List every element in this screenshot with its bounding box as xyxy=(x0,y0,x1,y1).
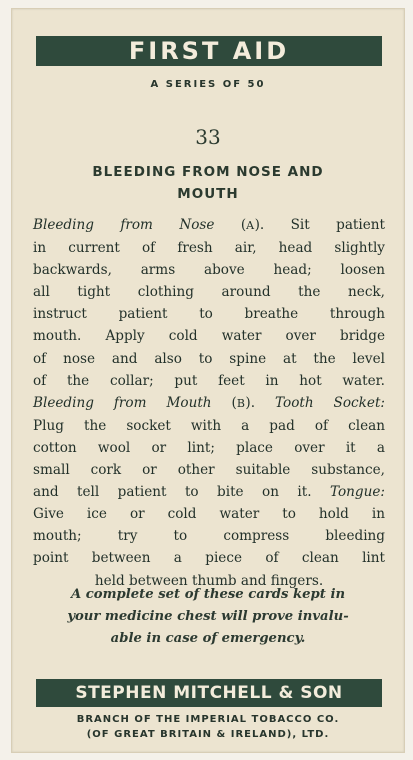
body-line-3: backwards, arms above head; loosen xyxy=(33,262,385,279)
heading-line-2: MOUTH xyxy=(177,186,239,202)
tongue-subheading: Tongue: xyxy=(329,484,385,501)
body-line-8: of the collar; put feet in hot water. xyxy=(33,372,385,389)
note-line-1: A complete set of these cards kept in xyxy=(70,587,346,602)
tooth-socket-subheading: Tooth Socket: xyxy=(275,394,385,411)
title-banner: FIRST AID xyxy=(36,36,382,66)
body-line-6: mouth. Apply cold water over bridge xyxy=(33,328,385,345)
body-text-fragment: ). Sit patient xyxy=(254,217,386,233)
body-line-16: point between a piece of clean lint xyxy=(33,550,385,567)
body-line-13 xyxy=(33,481,385,503)
note-line-3: able in case of emergency. xyxy=(110,631,306,646)
body-line-5: instruct patient to breathe through xyxy=(33,306,385,323)
publisher-banner: STEPHEN MITCHELL & SON xyxy=(36,679,382,707)
card-heading xyxy=(32,161,384,205)
body-text-fragment: ). xyxy=(245,394,275,411)
figure-ref-b: B xyxy=(236,396,246,410)
figure-ref-a: A xyxy=(246,219,255,232)
collection-note xyxy=(32,584,384,650)
card-number: 33 xyxy=(195,125,221,149)
body-line-9 xyxy=(33,392,385,415)
body-line-10: Plug the socket with a pad of clean xyxy=(33,417,385,434)
cigarette-card xyxy=(11,8,405,753)
branch-line-1: BRANCH OF THE IMPERIAL TOBACCO CO. xyxy=(76,714,340,725)
body-line-11: cotton wool or lint; place over it a xyxy=(33,439,385,456)
body-line-12: small cork or other suitable substance, xyxy=(33,462,385,479)
mouth-subheading: Bleeding from Mouth xyxy=(33,394,212,411)
body-line-1 xyxy=(33,214,385,237)
heading-line-1: BLEEDING FROM NOSE AND xyxy=(92,164,324,180)
nose-subheading: Bleeding from Nose xyxy=(33,217,215,233)
body-line-17: held between thumb and fingers. xyxy=(94,572,324,589)
note-line-2: your medicine chest will prove invalu- xyxy=(67,609,349,624)
body-text-fragment: and tell patient to bite on it. xyxy=(33,484,330,501)
body-text-fragment: ( xyxy=(211,394,237,411)
body-text-fragment: ( xyxy=(214,217,247,233)
branch-caption xyxy=(12,712,404,742)
body-line-15: mouth; try to compress bleeding xyxy=(33,528,385,545)
instructions-text xyxy=(33,214,385,592)
body-line-7: of nose and also to spine at the level xyxy=(33,350,385,367)
series-caption: A SERIES OF 50 xyxy=(150,79,266,90)
branch-line-2: (OF GREAT BRITAIN & IRELAND), LTD. xyxy=(86,729,330,740)
body-line-4: all tight clothing around the neck, xyxy=(33,284,385,301)
body-line-2: in current of fresh air, head slightly xyxy=(33,240,385,257)
body-line-14: Give ice or cold water to hold in xyxy=(33,506,385,523)
